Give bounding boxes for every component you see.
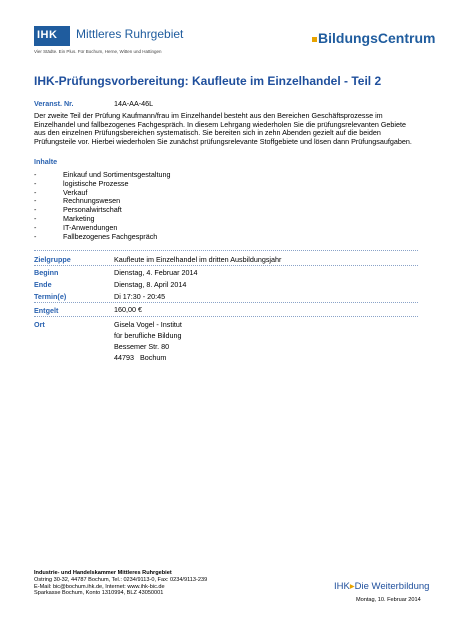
bildungscentrum-dot-icon bbox=[312, 37, 317, 42]
footer-address-line: Ostring 30-32, 44787 Bochum, Tel.: 0234/9113-0, Fax: 0234/9113-239 bbox=[34, 576, 208, 583]
footer-org: Industrie- und Handelskammer Mittleres Ruhrgebiet bbox=[34, 570, 172, 576]
beginn-label: Beginn bbox=[34, 268, 59, 277]
ort-line-1: Gisela Vogel - Institut bbox=[114, 320, 182, 329]
ihk-logo-badge: IHK bbox=[37, 29, 58, 41]
ende-value: Dienstag, 8. April 2014 bbox=[114, 280, 187, 289]
weiterbildung-logo bbox=[334, 581, 429, 592]
footer-contact: E-Mail: bic@bochum.ihk.de, Internet: www.ihk-bic.de bbox=[34, 583, 165, 590]
weiterbildung-prefix: IHK bbox=[334, 581, 350, 592]
ende-label: Ende bbox=[34, 280, 52, 289]
divider bbox=[34, 316, 418, 317]
beginn-value: Dienstag, 4. Februar 2014 bbox=[114, 268, 198, 277]
footer-bank: Sparkasse Bochum, Konto 1310994, BLZ 43050001 bbox=[34, 590, 164, 597]
ort-line-2: für berufliche Bildung bbox=[114, 331, 182, 340]
divider bbox=[34, 302, 418, 303]
divider bbox=[34, 265, 418, 266]
page-title: IHK-Prüfungsvorbereitung: Kaufleute im Einzelhandel - Teil 2 bbox=[34, 74, 382, 88]
course-description: Der zweite Teil der Prüfung Kaufmann/frau im Einzelhandel besteht aus den Bereichen Geschäftsprozesse im Einzelhandel und fallbezogenes Fachgespräch. In diesem Lehrgang wiederholen Sie die prüfungsrelevanten Gebiete aus den einzelnen Prüfungsbereichen systematisch. Sie bereiten sich in zehn Abenden gezielt auf die beiden Prüfungsteile vor. Hierbei wiederholen Sie zunächst prüfungsrelevante Stoffgebiete und lösen dann Prüfungsaufgaben. bbox=[34, 111, 412, 146]
footer-address bbox=[34, 570, 207, 597]
ort-line-4: 44793 Bochum bbox=[114, 353, 167, 362]
termine-label: Termin(e) bbox=[34, 292, 67, 301]
weiterbildung-suffix: Die Weiterbildung bbox=[354, 581, 430, 592]
weiterbildung-dot-icon: ▸ bbox=[349, 581, 355, 592]
ort-label: Ort bbox=[34, 320, 45, 329]
zielgruppe-label: Zielgruppe bbox=[34, 255, 71, 264]
ihk-logo-tagline: Vier Städte. Ein Plus. Für Bochum, Herne, Witten und Hattingen bbox=[34, 49, 162, 54]
ihk-logo bbox=[34, 26, 70, 46]
veranst-value: 14A-AA-46L bbox=[114, 99, 154, 108]
bildungscentrum-logo: BildungsCentrum bbox=[318, 30, 436, 46]
ihk-logo-name: Mittleres Ruhrgebiet bbox=[76, 27, 184, 41]
print-date: Montag, 10. Februar 2014 bbox=[356, 597, 421, 603]
termine-value: Di 17:30 - 20:45 bbox=[114, 292, 166, 301]
entgelt-label: Entgelt bbox=[34, 306, 59, 315]
inhalte-label: Inhalte bbox=[34, 157, 58, 166]
veranst-label: Veranst. Nr. bbox=[34, 99, 74, 108]
zielgruppe-value: Kaufleute im Einzelhandel im dritten Ausbildungsjahr bbox=[114, 255, 282, 264]
divider bbox=[34, 250, 418, 251]
entgelt-value: 160,00 € bbox=[114, 305, 142, 314]
ort-line-3: Bessemer Str. 80 bbox=[114, 342, 170, 351]
